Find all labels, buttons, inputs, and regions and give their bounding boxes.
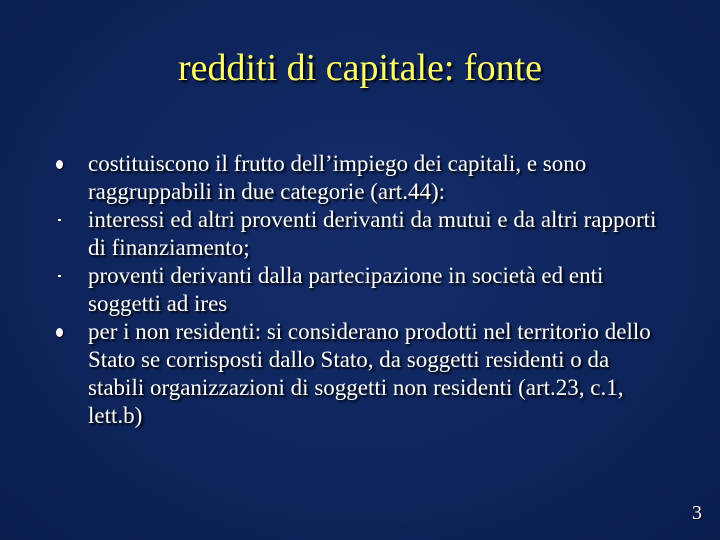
bullet-list: [54, 150, 664, 430]
slide-title: redditi di capitale: fonte: [177, 47, 543, 89]
list-item: [54, 150, 664, 206]
bullet-dash-icon: [58, 275, 61, 277]
list-item-text: interessi ed altri proventi derivanti da mutui e da altri rapporti di finanziamento;: [88, 207, 657, 260]
page-number: 3: [692, 502, 702, 524]
bullet-dash-icon: [58, 219, 61, 221]
bullet-dot-icon: [56, 160, 63, 169]
list-item-text: per i non residenti: si considerano prodotti nel territorio dello Stato se corrisposti dallo Stato, da soggetti residenti o da stabili organizzazioni di soggetti non residenti (art.23, c.1, lett.b): [88, 319, 651, 428]
list-item-text: proventi derivanti dalla partecipazione in società ed enti soggetti ad ires: [88, 263, 604, 316]
list-item-text: costituiscono il frutto dell’impiego dei capitali, e sono raggruppabili in due categorie (art.44):: [88, 151, 587, 204]
list-item: [54, 206, 664, 262]
list-item: [54, 318, 664, 430]
bullet-dot-icon: [56, 328, 63, 337]
list-item: [54, 262, 664, 318]
